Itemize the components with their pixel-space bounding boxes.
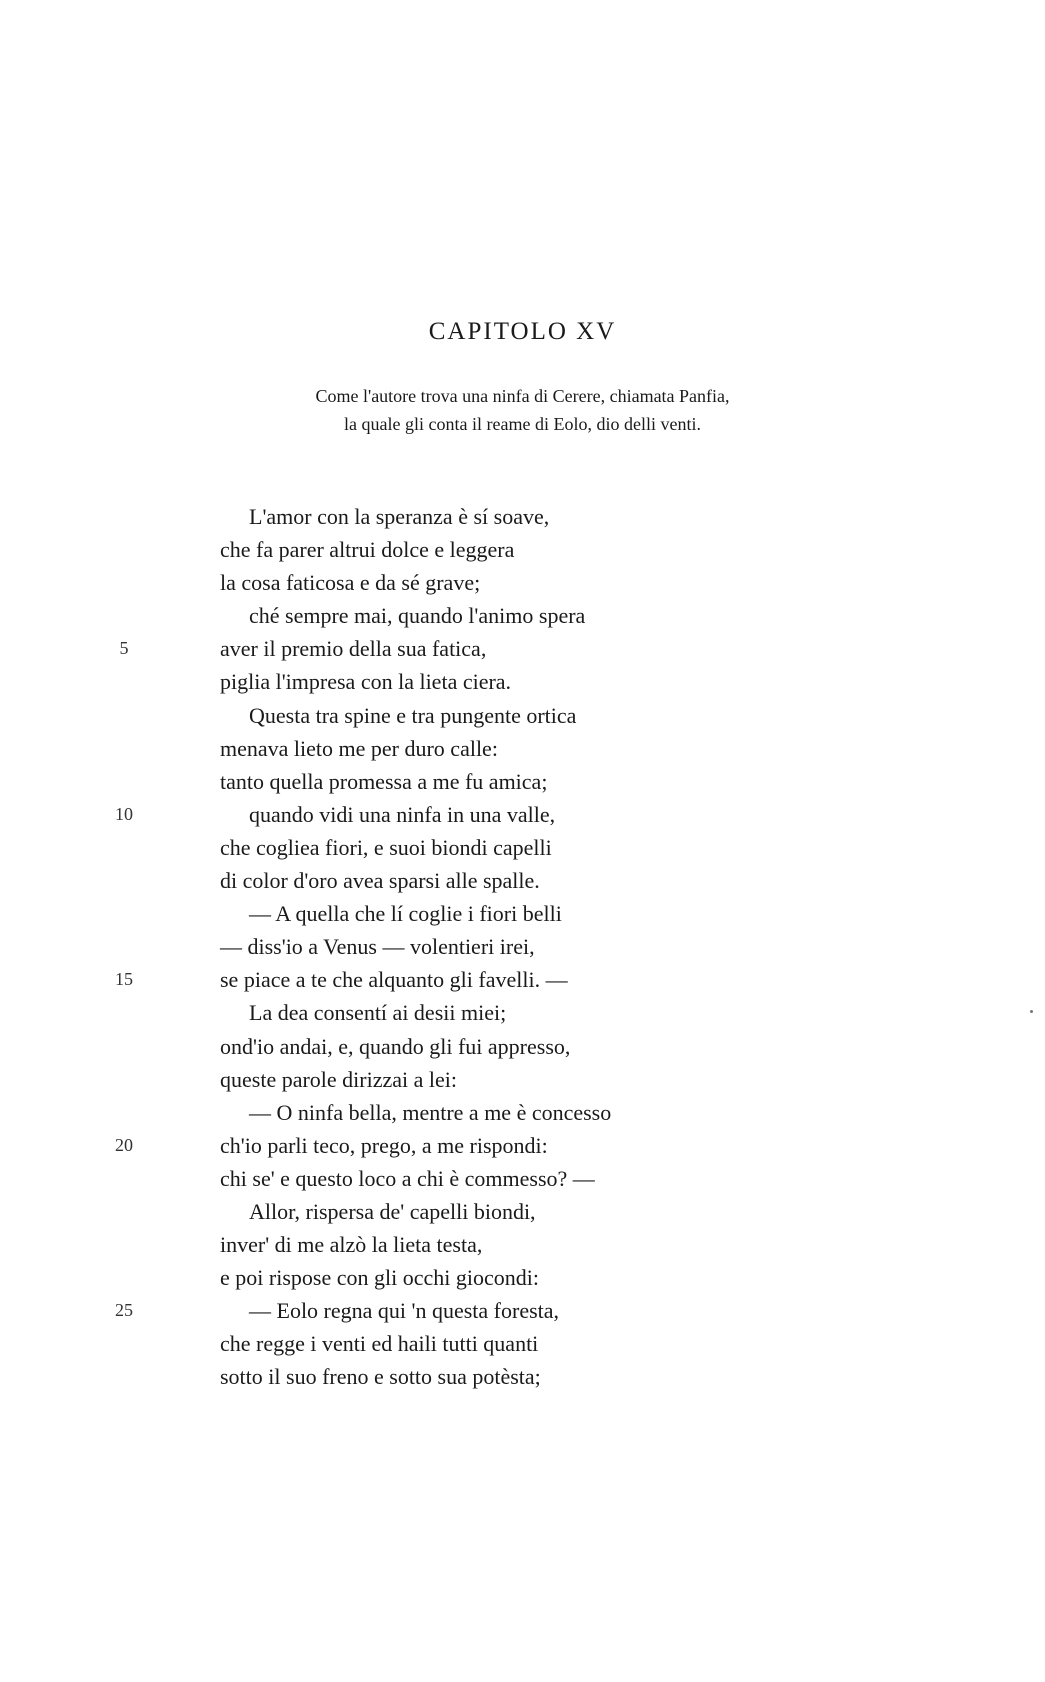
verse-line bbox=[0, 732, 1045, 765]
verse-line bbox=[0, 1063, 1045, 1096]
verse-line bbox=[0, 963, 1045, 996]
verse-line bbox=[0, 864, 1045, 897]
scan-speck bbox=[1030, 1010, 1033, 1013]
line-number: 10 bbox=[115, 803, 133, 824]
verse-text: chi se' e questo loco a chi è commesso? — bbox=[220, 1165, 595, 1191]
verse-line bbox=[0, 1360, 1045, 1393]
verse-text: aver il premio della sua fatica, bbox=[220, 636, 487, 662]
verse-text: — diss'io a Venus — volentieri irei, bbox=[220, 934, 535, 960]
verse-text: la cosa faticosa e da sé grave; bbox=[220, 570, 481, 596]
verse-text: ond'io andai, e, quando gli fui appresso, bbox=[220, 1033, 571, 1059]
verse-text: inver' di me alzò la lieta testa, bbox=[220, 1232, 483, 1258]
verse-line bbox=[0, 1228, 1045, 1261]
verse-line bbox=[0, 1162, 1045, 1195]
verse-text: L'amor con la speranza è sí soave, bbox=[249, 504, 550, 529]
verse-text: che regge i venti ed haili tutti quanti bbox=[220, 1331, 539, 1357]
verse-line bbox=[0, 897, 1045, 930]
verse-line bbox=[0, 1129, 1045, 1162]
verse-line bbox=[0, 996, 1045, 1029]
verse-text: — Eolo regna qui 'n questa foresta, bbox=[249, 1298, 560, 1324]
verse-line bbox=[0, 765, 1045, 798]
verse-text: Questa tra spine e tra pungente ortica bbox=[249, 702, 577, 728]
verse-line bbox=[0, 1261, 1045, 1294]
verse-line bbox=[0, 632, 1045, 665]
verse-line bbox=[0, 665, 1045, 698]
verse-line bbox=[0, 533, 1045, 566]
line-number: 5 bbox=[119, 638, 129, 659]
verse-line bbox=[0, 1327, 1045, 1360]
verse-line bbox=[0, 599, 1045, 632]
verse-text: ché sempre mai, quando l'animo spera bbox=[249, 603, 586, 629]
verse-text: tanto quella promessa a me fu amica; bbox=[220, 768, 548, 794]
verse-text: se piace a te che alquanto gli favelli. — bbox=[220, 967, 568, 993]
chapter-summary bbox=[0, 382, 1045, 438]
verse-line bbox=[0, 566, 1045, 599]
verse-text: quando vidi una ninfa in una valle, bbox=[249, 801, 556, 827]
verse-text: menava lieto me per duro calle: bbox=[220, 735, 498, 761]
line-number: 20 bbox=[115, 1134, 133, 1155]
verse-text: e poi rispose con gli occhi giocondi: bbox=[220, 1265, 539, 1291]
verse-text: piglia l'impresa con la lieta ciera. bbox=[220, 669, 512, 695]
verse-line bbox=[0, 1195, 1045, 1228]
verse-text: che fa parer altrui dolce e leggera bbox=[220, 537, 515, 563]
chapter-title: CAPITOLO XV bbox=[428, 318, 617, 345]
verse-line bbox=[0, 1030, 1045, 1063]
verse-line bbox=[0, 699, 1045, 732]
verse-text: di color d'oro avea sparsi alle spalle. bbox=[220, 868, 540, 894]
verse-line bbox=[0, 831, 1045, 864]
verse-line bbox=[0, 1294, 1045, 1327]
verse-text: Allor, rispersa de' capelli biondi, bbox=[249, 1198, 536, 1224]
line-number: 15 bbox=[115, 969, 133, 990]
verse-text: che cogliea fiori, e suoi biondi capelli bbox=[220, 834, 552, 860]
verse-text: sotto il suo freno e sotto sua potèsta; bbox=[220, 1364, 541, 1390]
poem-body bbox=[0, 500, 1045, 1394]
verse-line bbox=[0, 500, 1045, 533]
summary-line: la quale gli conta il reame di Eolo, dio delli venti. bbox=[344, 414, 701, 434]
verse-line bbox=[0, 930, 1045, 963]
verse-text: ch'io parli teco, prego, a me rispondi: bbox=[220, 1132, 548, 1158]
verse-text: La dea consentí ai desii miei; bbox=[249, 1000, 507, 1026]
verse-text: — O ninfa bella, mentre a me è concesso bbox=[249, 1099, 612, 1125]
summary-line: Come l'autore trova una ninfa di Cerere, chiamata Panfia, bbox=[315, 386, 730, 406]
verse-line bbox=[0, 798, 1045, 831]
verse-line bbox=[0, 1096, 1045, 1129]
verse-text: queste parole dirizzai a lei: bbox=[220, 1066, 457, 1092]
verse-text: — A quella che lí coglie i fiori belli bbox=[249, 901, 562, 927]
line-number: 25 bbox=[115, 1300, 133, 1321]
